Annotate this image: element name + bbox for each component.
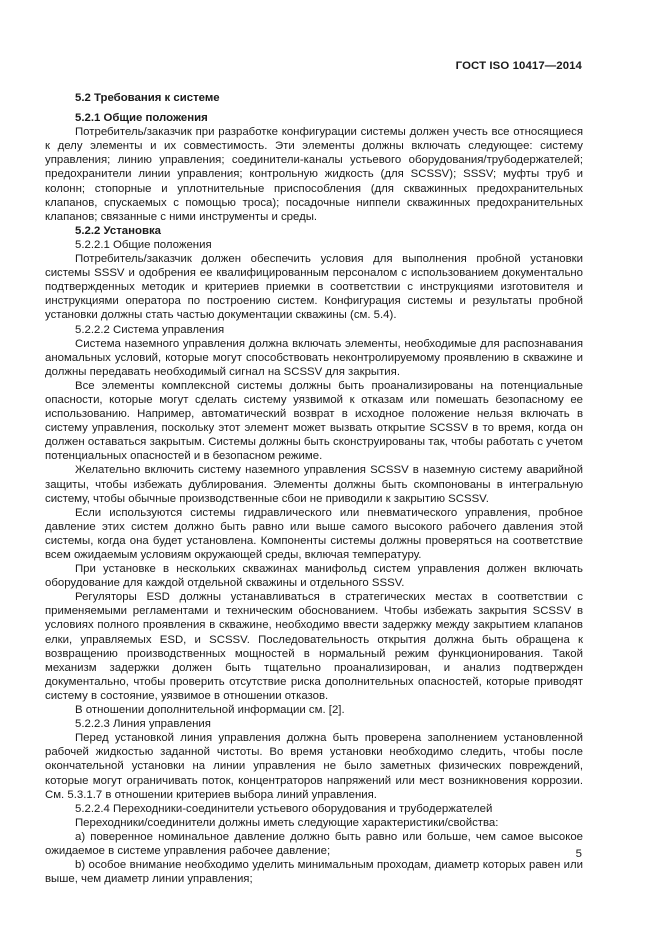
paragraph: Регуляторы ESD должны устанавливаться в стратегических местах в соответствии с применяемыми регламентами и техническим обоснованием. Чтобы избежать закрытия SCSSV в условиях полного проявления в скважине, необходимо ввести задержку между закрытием клапанов елки, управляемых ESD, и SCSSV. Последовательность открытия должна быть обращена к возвращению производственных мощностей в нормальный режим функционирования. Такой механизм задержки должен быть тщательно проанализирован, и анализ подтвержден документально, чтобы проверить отсутствие риска дополнительных опасностей, которые приводят систему в состояние, уязвимое в отношении отказов. bbox=[45, 591, 583, 702]
list-item-b: b) особое внимание необходимо уделить минимальным проходам, диаметр которых равен или выше, чем диаметр линии управления; bbox=[45, 859, 583, 886]
section-heading-5-2-1: 5.2.1 Общие положения bbox=[75, 112, 208, 125]
paragraph: Потребитель/заказчик должен обеспечить условия для выполнения пробной установки системы SSSV и одобрения ее квалифицированным персоналом с использованием документально подтвержденных методик и критериев приемки в соответствии с инструкциями изготовителя и инструкциями оператора по построению систем. Конфигурация системы и результаты пробной установки должны стать частью документации скважины (см. 5.4). bbox=[45, 253, 583, 322]
subsection-heading-5-2-2-2: 5.2.2.2 Система управления bbox=[75, 323, 225, 336]
paragraph: Система наземного управления должна включать элементы, необходимые для распознавания аномальных условий, которые могут способствовать неконтролируемому проявлению в скважине и должны передавать необходимый сигнал на SCSSV для закрытия. bbox=[45, 337, 583, 378]
section-heading-5-2: 5.2 Требования к системе bbox=[75, 92, 220, 104]
subsection-heading-5-2-2-4: 5.2.2.4 Переходники-соединители устьевого оборудования и трубодержателей bbox=[75, 802, 493, 815]
section-heading-5-2-2: 5.2.2 Установка bbox=[75, 224, 161, 237]
subsection-heading-5-2-2-1: 5.2.2.1 Общие положения bbox=[75, 238, 212, 251]
document-body bbox=[45, 91, 583, 886]
list-item-a: а) поверенное номинальное давление должно быть равно или больше, чем самое высокое ожидаемое в системе управления рабочее давление; bbox=[45, 830, 583, 857]
subsection-heading-5-2-2-3: 5.2.2.3 Линия управления bbox=[75, 718, 211, 731]
paragraph: Все элементы комплексной системы должны быть проанализированы на потенциальные опасности, которые могут сделать систему уязвимой к отказам или помешать безопасному ее использованию. Например, автоматический возврат в исходное положение нельзя включать в систему управления, поскольку этот элемент может вызвать открытие SCSSV в то время, когда он должен оставаться закрытым. Системы должны быть сконструированы так, чтобы работать с учетом потенциальных опасностей и в безопасном режиме. bbox=[45, 379, 583, 463]
paragraph: Перед установкой линия управления должна быть проверена заполнением установленной рабочей жидкостью заданной чистоты. Во время установки необходимо следить, чтобы после окончательной установки на линии управления не было заметных физических повреждений, которые могут ограничивать поток, концентраторов напряжений или мест возникновения коррозии. См. 5.3.1.7 в отношении критериев выбора линий управления. bbox=[45, 732, 583, 801]
paragraph: При установке в нескольких скважинах манифольд систем управления должен включать оборудование для каждой отдельной скважины и отдельного SSSV. bbox=[45, 563, 583, 590]
paragraph: Если используются системы гидравлического или пневматического управления, пробное давление этих систем должно быть равно или выше самого высокого рабочего давления этой системы, когда она будет установлена. Компоненты системы должны проверяться на соответствие всем ожидаемым условиям окружающей среды, включая температуру. bbox=[45, 506, 583, 561]
paragraph: Желательно включить систему наземного управления SCSSV в наземную систему аварийной защиты, чтобы избежать дублирования. Элементы должны быть скомпонованы в интегральную систему, чтобы обычные производственные сбои не приводили к закрытию SCSSV. bbox=[45, 464, 583, 505]
page-number: 5 bbox=[575, 848, 582, 860]
paragraph: Потребитель/заказчик при разработке конфигурации системы должен учесть все относящиеся к делу элементы и их совместимость. Эти элементы должны включать следующее: систему управления; линию управления; соединители-каналы устьевого оборудования/трубодержателей; предохранители линии управления; контрольную жидкость (для SCSSV); SSSV; муфты труб и колонн; стопорные и уплотнительные приспособления (для скважинных предохранительных клапанов, спускаемых с помощью троса); посадочные ниппели скважинных предохранительных клапанов; связанные с ними инструменты и среды. bbox=[45, 126, 583, 223]
paragraph: В отношении дополнительной информации см. [2]. bbox=[75, 704, 345, 717]
paragraph: Переходники/соединители должны иметь следующие характеристики/свойства: bbox=[75, 816, 499, 829]
document-header: ГОСТ ISO 10417—2014 bbox=[455, 60, 582, 72]
